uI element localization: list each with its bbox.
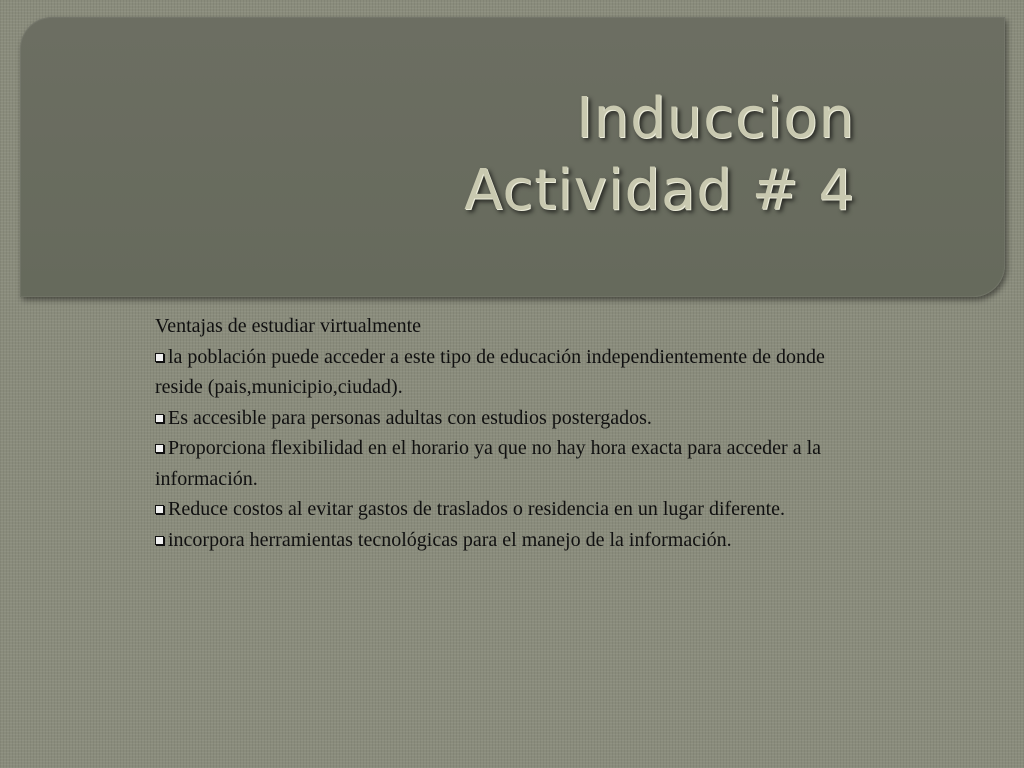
checkbox-square-icon — [155, 505, 164, 514]
checkbox-square-icon — [155, 536, 164, 545]
slide-title — [464, 83, 855, 227]
bullet-text: incorpora herramientas tecnológicas para el manejo de la información. — [168, 528, 732, 551]
checkbox-square-icon — [155, 353, 164, 362]
bullet-text: la población puede acceder a este tipo de educación independientemente de donde reside (pais,municipio,ciudad). — [155, 345, 825, 398]
bullet-item — [155, 433, 845, 494]
bullet-item — [155, 403, 845, 434]
bullet-item — [155, 342, 845, 403]
checkbox-square-icon — [155, 414, 164, 423]
checkbox-square-icon — [155, 444, 164, 453]
content-heading: Ventajas de estudiar virtualmente — [155, 315, 422, 337]
bullet-text: Proporciona flexibilidad en el horario ya que no hay hora exacta para acceder a la información. — [155, 437, 822, 490]
bullet-list — [155, 342, 845, 556]
title-panel — [20, 17, 1005, 297]
bullet-item — [155, 494, 845, 525]
bullet-text: Reduce costos al evitar gastos de traslados o residencia en un lugar diferente. — [168, 498, 786, 520]
bullet-text: Es accesible para personas adultas con estudios postergados. — [168, 406, 652, 429]
slide-content — [155, 311, 845, 555]
bullet-item — [155, 525, 845, 556]
title-line-1: Induccion — [576, 86, 855, 151]
title-line-2: Actividad # 4 — [464, 158, 855, 223]
